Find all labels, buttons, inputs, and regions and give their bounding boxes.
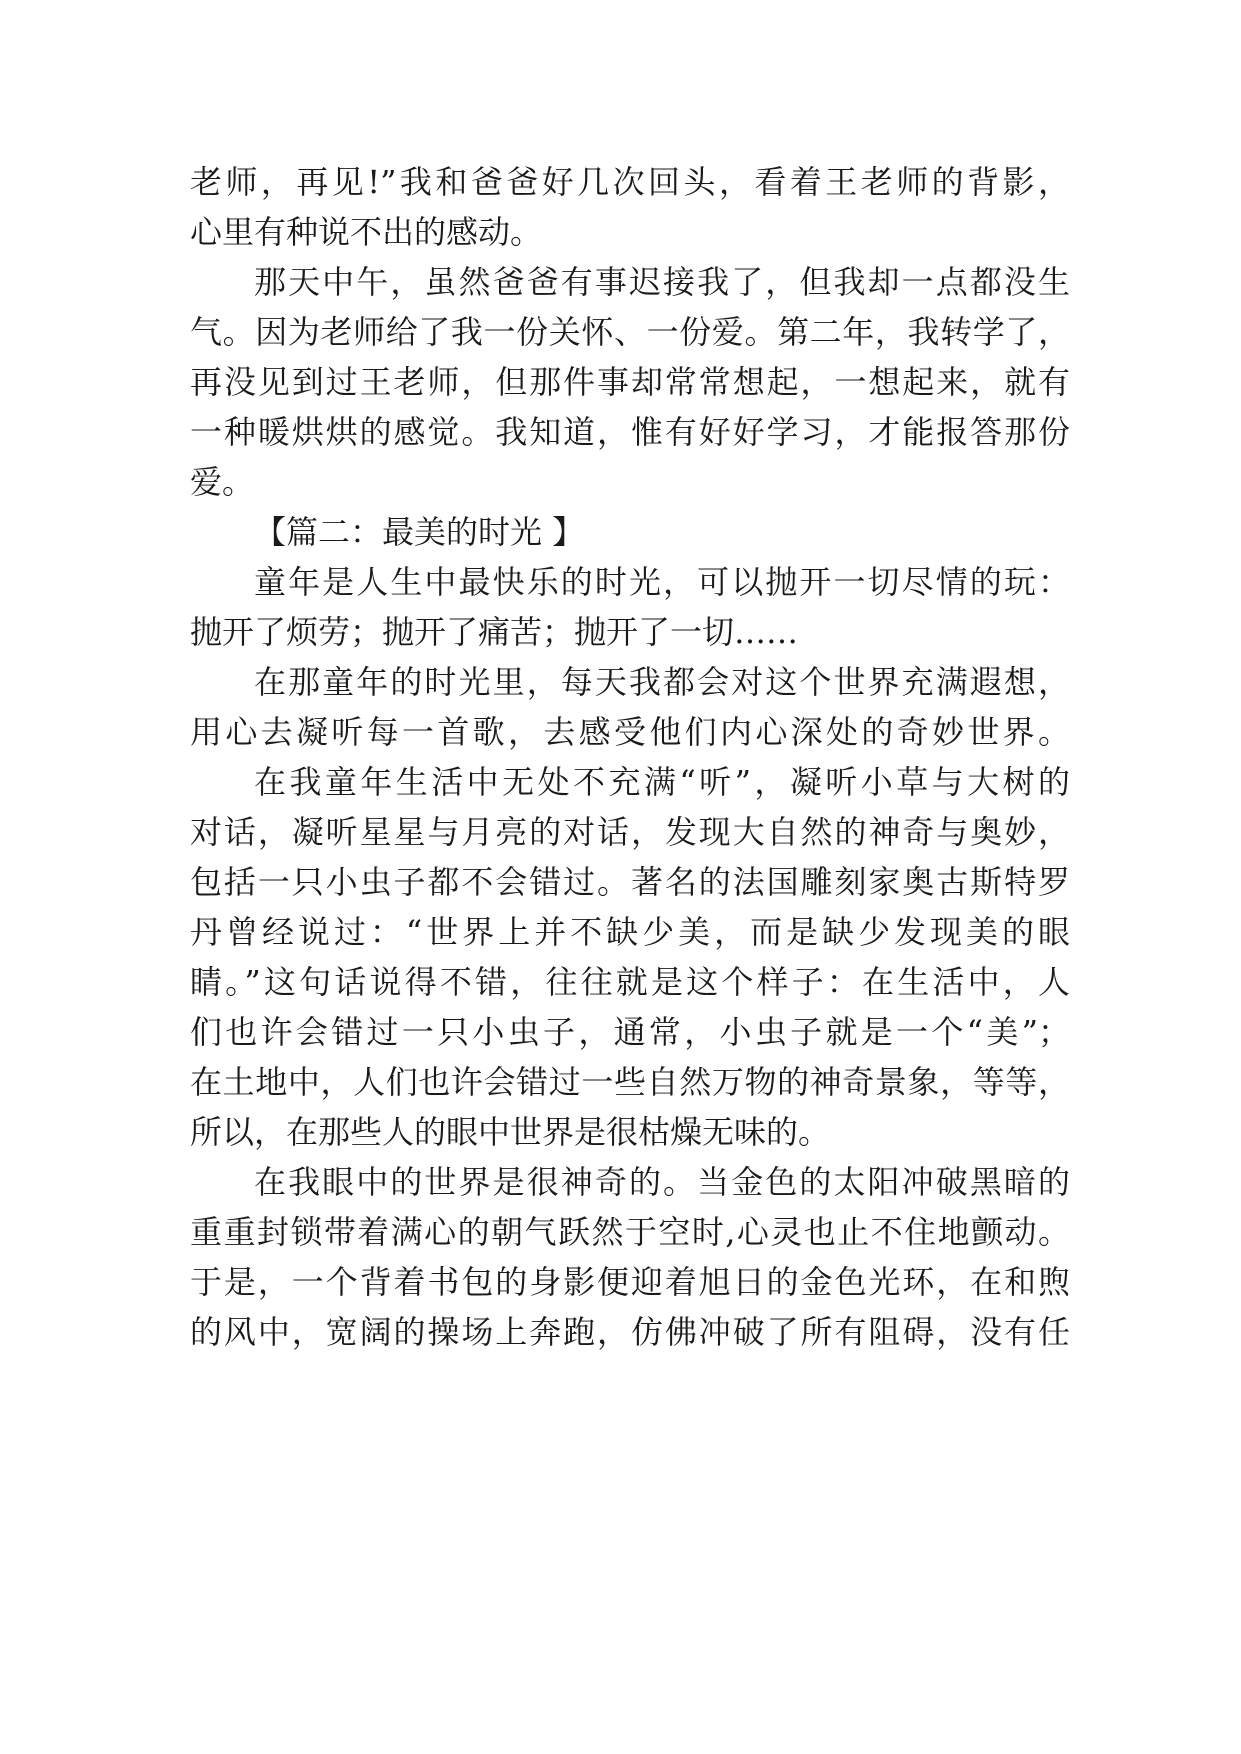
text-line: 包括一只小虫子都不会错过。著名的法国雕刻家奥古斯特罗 bbox=[190, 863, 1070, 901]
text-line: 于是，一个背着书包的身影便迎着旭日的金色光环，在和煦 bbox=[190, 1263, 1070, 1301]
text-line: 心里有种说不出的感动。 bbox=[190, 213, 543, 251]
text-line: 在我童年生活中无处不充满“听”，凝听小草与大树的 bbox=[254, 763, 1070, 801]
text-line: 抛开了烦劳；抛开了痛苦；抛开了一切…… bbox=[190, 613, 799, 651]
text-line: 用心去凝听每一首歌，去感受他们内心深处的奇妙世界。 bbox=[190, 713, 1070, 751]
text-line: 那天中午，虽然爸爸有事迟接我了，但我却一点都没生 bbox=[254, 263, 1070, 301]
text-line: 爱。 bbox=[190, 463, 255, 501]
text-line: 的风中，宽阔的操场上奔跑，仿佛冲破了所有阻碍，没有任 bbox=[190, 1313, 1070, 1351]
text-line: 一种暖烘烘的感觉。我知道，惟有好好学习，才能报答那份 bbox=[190, 413, 1070, 451]
text-line: 们也许会错过一只小虫子，通常，小虫子就是一个“美”； bbox=[190, 1013, 1070, 1051]
text-line: 老师，再见!”我和爸爸好几次回头，看着王老师的背影， bbox=[190, 163, 1070, 201]
text-line: 在我眼中的世界是很神奇的。当金色的太阳冲破黑暗的 bbox=[254, 1163, 1070, 1201]
text-line: 睛。”这句话说得不错，往往就是这个样子：在生活中，人 bbox=[190, 963, 1070, 1001]
text-line: 丹曾经说过：“世界上并不缺少美，而是缺少发现美的眼 bbox=[190, 913, 1070, 951]
text-line: 重重封锁带着满心的朝气跃然于空时,心灵也止不住地颤动。 bbox=[190, 1213, 1070, 1251]
text-line: 再没见到过王老师，但那件事却常常想起，一想起来，就有 bbox=[190, 363, 1070, 401]
text-line: 对话，凝听星星与月亮的对话，发现大自然的神奇与奥妙， bbox=[190, 813, 1070, 851]
text-line: 在土地中，人们也许会错过一些自然万物的神奇景象，等等， bbox=[190, 1063, 1070, 1101]
text-line: 在那童年的时光里，每天我都会对这个世界充满遐想， bbox=[254, 663, 1070, 701]
text-line: 气。因为老师给了我一份关怀、一份爱。第二年，我转学了， bbox=[190, 313, 1070, 351]
text-line: 童年是人生中最快乐的时光，可以抛开一切尽情的玩： bbox=[254, 563, 1070, 601]
section-heading: 【篇二：最美的时光 】 bbox=[254, 513, 585, 551]
text-line: 所以，在那些人的眼中世界是很枯燥无味的。 bbox=[190, 1113, 831, 1151]
